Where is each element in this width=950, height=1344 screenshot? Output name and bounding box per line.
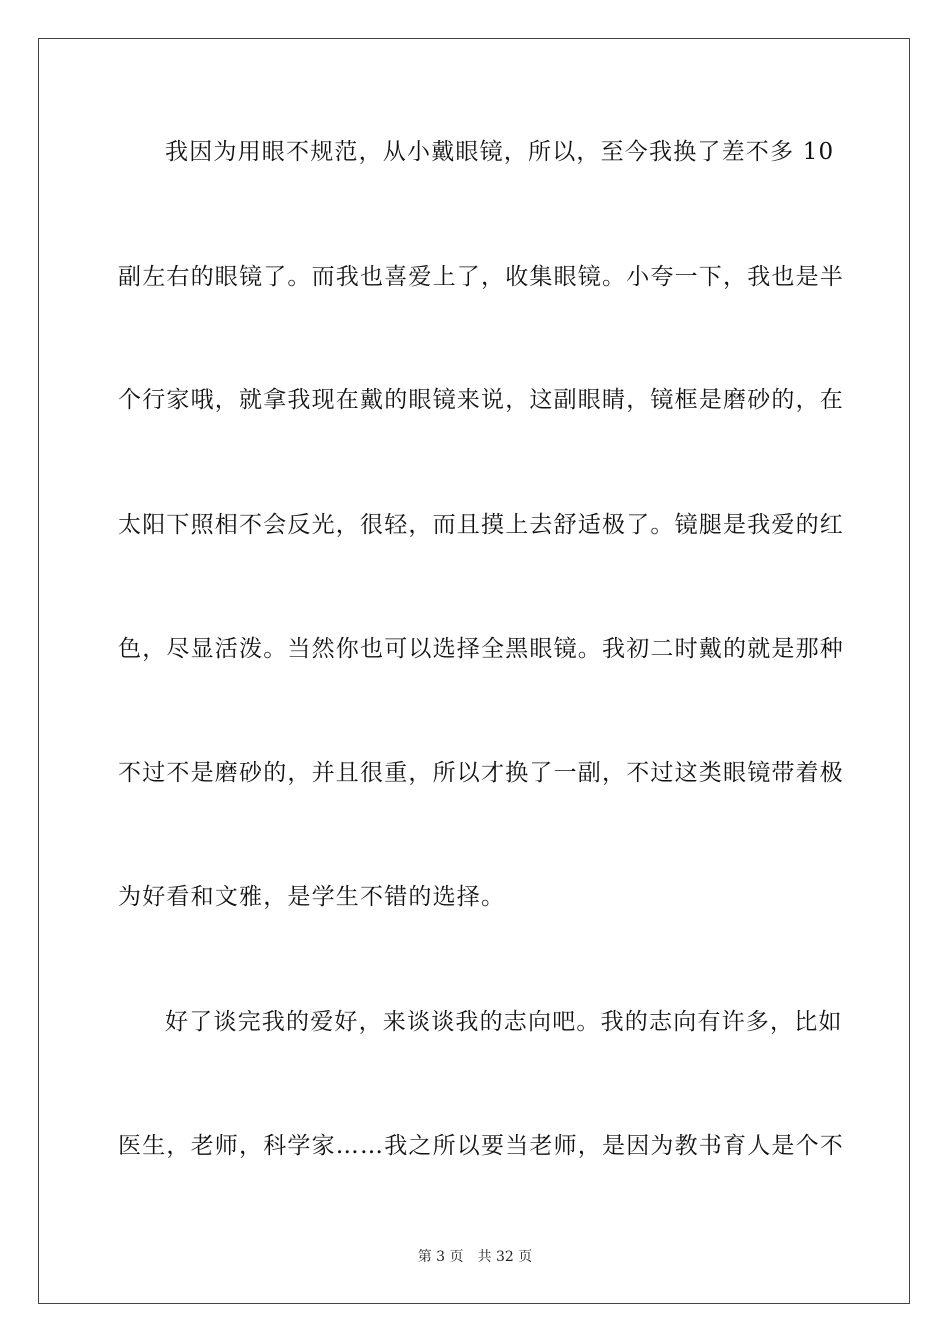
page-border (38, 38, 910, 1304)
paragraph-1-line-4: 太阳下照相不会反光，很轻，而且摸上去舒适极了。镜腿是我爱的红 (118, 512, 844, 538)
page-number: 第 3 页 (417, 1249, 464, 1265)
paragraph-1-line-3: 个行家哦，就拿我现在戴的眼镜来说，这副眼睛，镜框是磨砂的，在 (118, 387, 844, 413)
paragraph-2-line-2: 医生，老师，科学家……我之所以要当老师，是因为教书育人是个不 (118, 1133, 844, 1159)
paragraph-1-line-2: 副左右的眼镜了。而我也喜爱上了，收集眼镜。小夸一下，我也是半 (118, 264, 844, 290)
page-total: 共 32 页 (477, 1249, 533, 1265)
paragraph-1-line-7: 为好看和文雅，是学生不错的选择。 (118, 884, 506, 910)
paragraph-1-line-6: 不过不是磨砂的，并且很重，所以才换了一副，不过这类眼镜带着极 (118, 760, 844, 786)
paragraph-1-line-1: 我因为用眼不规范，从小戴眼镜，所以，至今我换了差不多 10 (165, 139, 835, 165)
paragraph-1-line-5: 色，尽显活泼。当然你也可以选择全黑眼镜。我初二时戴的就是那种 (118, 636, 844, 662)
page-footer (0, 1248, 950, 1266)
paragraph-2-line-1: 好了谈完我的爱好，来谈谈我的志向吧。我的志向有许多，比如 (165, 1009, 843, 1035)
